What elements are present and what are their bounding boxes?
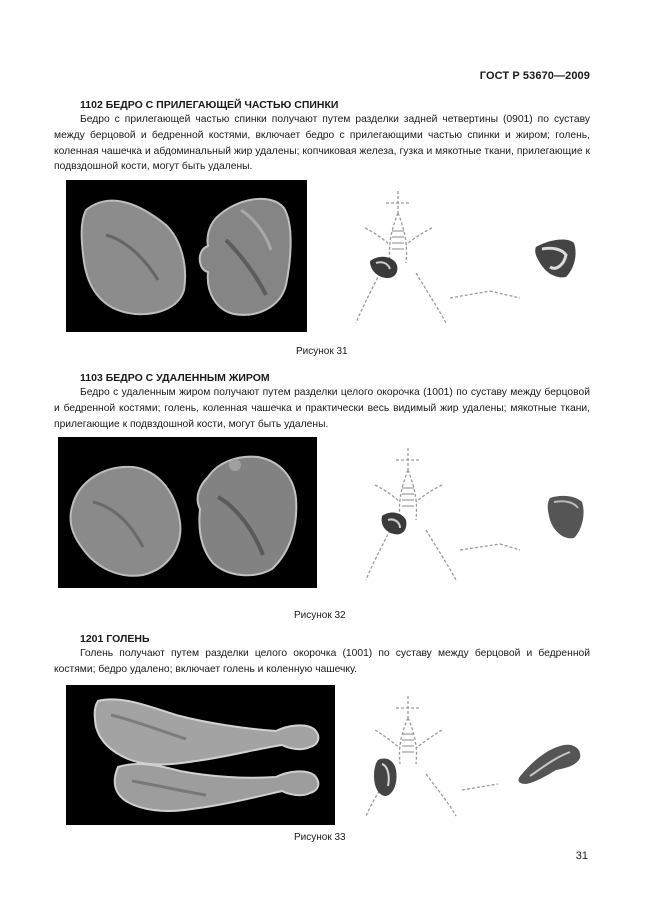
page-number: 31 (575, 850, 588, 862)
diagram-chicken-cut-location-31 (340, 183, 590, 331)
diagram-chicken-cut-location-32 (350, 440, 590, 588)
photo-thigh-with-back (66, 180, 307, 332)
section-text-1103-content: Бедро с удаленным жиром получают путем разделки целого окорочка (1001) по суставу между берцовой и бедренной костями; голень, коленная чашечка и практически весь видимый жир удалены; мякотные ткани, прилегающие к подвздошной кости, могут быть удалены. (54, 387, 590, 430)
diagram-chicken-cut-location-33 (350, 690, 590, 825)
figure-caption-33: Рисунок 33 (294, 832, 346, 843)
section-text-1102 (54, 112, 590, 175)
section-text-1201 (54, 646, 590, 678)
figure-caption-31: Рисунок 31 (296, 346, 348, 357)
section-title-1103: 1103 БЕДРО С УДАЛЕННЫМ ЖИРОМ (80, 372, 270, 384)
section-title-1201: 1201 ГОЛЕНЬ (80, 633, 150, 645)
section-text-1201-content: Голень получают путем разделки целого окорочка (1001) по суставу между берцовой и бедренной костями; бедро удалено; включает голень и коленную чашечку. (54, 648, 590, 675)
photo-thigh-fat-removed (58, 437, 317, 588)
section-title-1102: 1102 БЕДРО С ПРИЛЕГАЮЩЕЙ ЧАСТЬЮ СПИНКИ (80, 99, 339, 111)
photo-drumsticks (66, 685, 335, 825)
figure-caption-32: Рисунок 32 (294, 610, 346, 621)
section-text-1103 (54, 385, 590, 432)
section-text-1102-content: Бедро с прилегающей частью спинки получают путем разделки задней четвертины (0901) по суставу между берцовой и бедренной костями, включает бедро с прилегающими частью спинки и жиром; голень, коленная чашечка и абдоминальный жир удалены; копчиковая железа, гузка и мякотные ткани, прилегающие к подвздошной кости, могут быть удалены. (54, 114, 590, 173)
document-standard-header: ГОСТ Р 53670—2009 (479, 70, 590, 82)
